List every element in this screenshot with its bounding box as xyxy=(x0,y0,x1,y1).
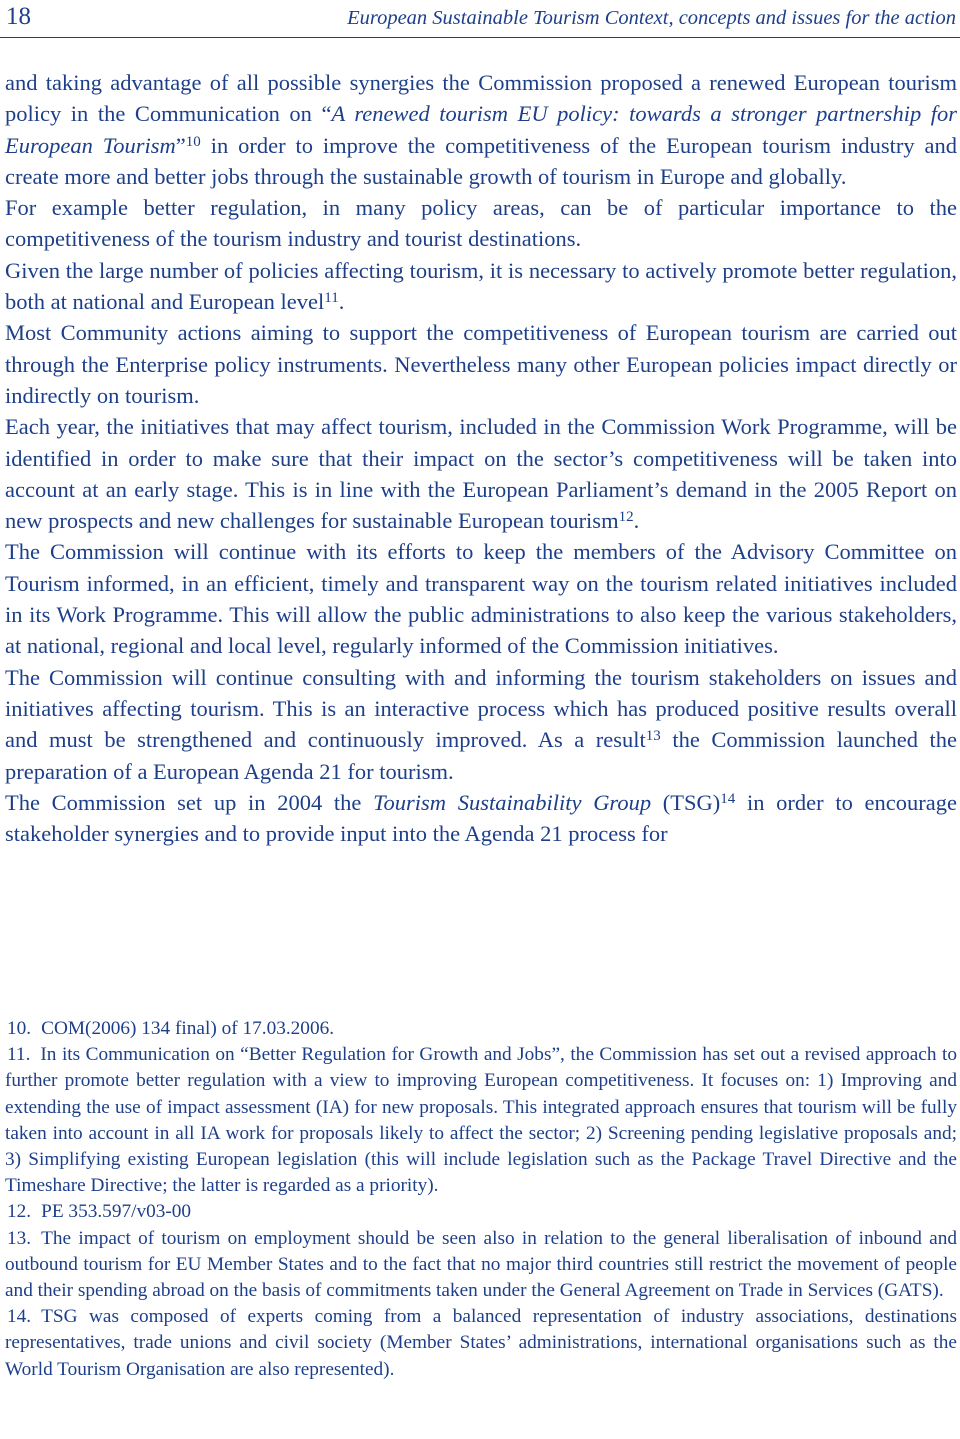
page-header xyxy=(0,0,960,40)
footnotes xyxy=(5,1016,957,1383)
paragraph-8-text-c: in order to encourage stakeholder synergies and to provide input into the Agenda 21 process for xyxy=(5,789,957,847)
footnote-12 xyxy=(5,1199,957,1225)
paragraph-8-text-b: (TSG) xyxy=(651,789,721,815)
footnote-ref-11: 11 xyxy=(324,290,339,307)
footnote-text: PE 353.597/v03-00 xyxy=(41,1201,192,1223)
communication-title: A renewed tourism EU policy: towards a stronger partnership for European Tourism xyxy=(5,101,958,158)
paragraph-8-text-a: The Commission set up in 2004 the xyxy=(5,789,374,815)
footnote-ref-10: 10 xyxy=(185,133,201,150)
paragraph-6: The Commission will continue with its efforts to keep the members of the Advisory Committee on Tourism informed, in an efficient, timely and transparent way on the tourism related initiatives included in its Work Programme. This will allow the public administrations to also keep the various stakeholders, at national, regional and local level, regularly informed of the Commission initiatives. xyxy=(5,539,957,659)
footnote-14 xyxy=(5,1304,957,1383)
paragraph-7 xyxy=(5,662,957,787)
header-rule xyxy=(0,37,960,38)
paragraph-1-text-a: and taking advantage of all possible synergies the Commission proposed a renewed European tourism policy in the Communication on “ xyxy=(5,70,957,127)
footnote-13 xyxy=(5,1226,957,1305)
footnote-ref-13: 13 xyxy=(645,728,661,745)
footnote-ref-14: 14 xyxy=(720,790,736,807)
paragraph-3-text-a: Given the large number of policies affecting tourism, it is necessary to actively promote better regulation, both at national and European level xyxy=(5,257,957,315)
paragraph-1-text-c: in order to improve the competitiveness of the European tourism industry and create more and better jobs through the sustainable growth of tourism in Europe and globally. xyxy=(5,132,957,189)
paragraph-5 xyxy=(5,411,957,536)
paragraph-8 xyxy=(5,787,957,850)
paragraph-2: For example better regulation, in many policy areas, can be of particular importance to the competitiveness of the tourism industry and tourist destinations. xyxy=(5,195,957,252)
paragraph-4: Most Community actions aiming to support the competitiveness of European tourism are carried out through the Enterprise policy instruments. Nevertheless many other European policies impact directly or indirectly on tourism. xyxy=(5,320,957,408)
footnote-10 xyxy=(5,1016,957,1042)
running-title: European Sustainable Tourism Context, concepts and issues for the action xyxy=(347,7,956,29)
footnote-text: TSG was composed of experts coming from a balanced representation of industry associations, destinations representatives, trade unions and civil society (Member States’ administrations, international organisations such as the World Tourism Organisation are also represented). xyxy=(5,1306,957,1380)
footnote-number: 12. xyxy=(7,1201,32,1223)
paragraph-1-text-b: ” xyxy=(175,132,186,158)
paragraph-7-text-b: the Commission launched the preparation of a European Agenda 21 for tourism. xyxy=(5,727,957,784)
paragraph-5-text-b: . xyxy=(633,508,640,534)
footnote-number: 11. xyxy=(7,1044,31,1066)
paragraph-7-text-a: The Commission will continue consulting with and informing the tourism stakeholders on issues and initiatives affecting tourism. This is an interactive process which has produced positive results overall and must be strengthened and continuously improved. As a result xyxy=(5,664,957,753)
footnote-text: COM(2006) 134 final) of 17.03.2006. xyxy=(41,1018,335,1039)
paragraph-5-text-a: Each year, the initiatives that may affect tourism, included in the Commission Work Programme, will be identified in order to make sure that their impact on the sector’s competitiveness will be taken into account at an early stage. This is in line with the European Parliament’s demand in the 2005 Report on new prospects and new challenges for sustainable European tourism xyxy=(5,414,957,534)
footnote-number: 14. xyxy=(7,1306,32,1328)
footnote-number: 10. xyxy=(7,1018,32,1039)
footnote-ref-12: 12 xyxy=(618,509,634,526)
paragraph-3-text-b: . xyxy=(338,289,345,315)
body-text xyxy=(5,67,957,849)
footnote-number: 13. xyxy=(7,1227,32,1249)
footnote-text: The impact of tourism on employment should be seen also in relation to the general liberalisation of inbound and outbound tourism for EU Member States and to the fact that no major third countries still restrict the movement of people and their spending abroad on the basis of commitments taken under the General Agreement on Trade in Services (GATS). xyxy=(5,1227,957,1302)
paragraph-1 xyxy=(5,67,957,192)
paragraph-3 xyxy=(5,255,957,318)
group-name: Tourism Sustainability Group xyxy=(373,789,652,815)
footnote-11 xyxy=(5,1042,957,1199)
footnote-text: In its Communication on “Better Regulation for Growth and Jobs”, the Commission has set out a revised approach to further promote better regulation with a view to improving European competitiveness. It focuses on: 1) Improving and extending the use of impact assessment (IA) for new proposals. This integrated approach ensures that tourism will be fully taken into account in all IA work for proposals likely to affect the sector; 2) Screening pending legislative proposals and; 3) Simplifying existing European legislation (this will include legislation such as the Package Travel Directive and the Timeshare Directive; the latter is regarded as a priority). xyxy=(5,1044,957,1197)
page-number: 18 xyxy=(6,3,31,30)
